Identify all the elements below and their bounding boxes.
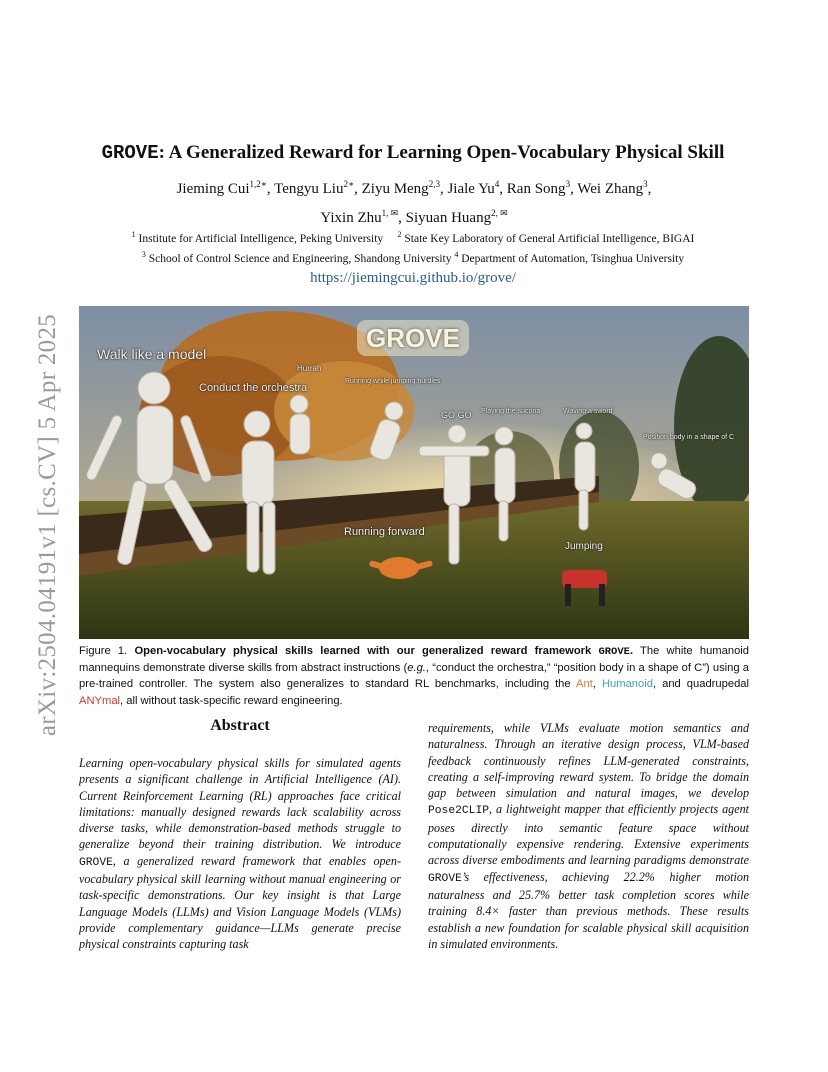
caption-text: , and quadrupedal <box>652 678 749 691</box>
method-name: GROVE <box>79 856 113 869</box>
affiliations-line-1 <box>78 226 748 248</box>
figure-label: Jumping <box>565 541 603 552</box>
abstract-text: , a lightweight mapper that efficiently projects agent poses directly into semantic feature space without computationally expensive rendering. Extensive experiments across diverse embodiments and learning paradigms demonstrate <box>428 802 749 868</box>
figure-label: Running forward <box>344 526 425 538</box>
caption-text: The white humanoid mannequins demonstrate diverse skills from abstract instructions ( <box>79 645 749 675</box>
affil-number: 3 <box>141 250 146 259</box>
caption-bold-end: . <box>629 645 634 657</box>
author-list <box>100 172 728 230</box>
method-name: Pose2CLIP <box>428 805 490 818</box>
affiliations-line-2 <box>78 246 748 268</box>
author-affil: 1,2∗ <box>249 179 267 189</box>
title-rest: : A Generalized Reward for Learning Open-Vocabulary Physical Skill <box>158 142 725 163</box>
abstract-heading: Abstract <box>210 717 270 734</box>
arxiv-stamp <box>20 290 76 760</box>
figure-grove-badge: GROVE <box>357 320 469 356</box>
author-line-1: Jieming Cui$^{1,2∗}$, Tengyu Liu$^{2∗}$, Ziyu Meng$^{2,3}$, Jiale Yu$^4$, Ran Song$^3$, Wei Zhang$^3$, <box>176 179 652 197</box>
author: Ran Song <box>506 181 566 197</box>
affil-number: 1 <box>131 230 136 239</box>
caption-bold: Open-vocabulary physical skills learned with our generalized reward framework <box>134 645 592 657</box>
figure-label: Waving a sword <box>563 408 613 415</box>
affil-number: 4 <box>454 250 459 259</box>
author-affil: 1, ✉ <box>381 208 399 218</box>
abstract-text: , a generalized reward framework that enables open-vocabulary physical skill learning without manual engineering or task-specific demonstrations. Our key insight is that Large Language Models (LLMs) and Vision Language Models (VLMs) provide complementary guidance—LLMs generate precise physical constraints capturing task <box>79 853 401 952</box>
figure-label: Hurrah <box>297 364 322 373</box>
author: Jieming Cui <box>176 181 250 197</box>
author: Ziyu Meng <box>361 181 429 197</box>
author-affil: 4 <box>494 179 500 189</box>
teaser-figure <box>79 306 749 639</box>
abstract-text: Learning open-vocabulary physical skills for simulated agents presents a significant challenge in Artificial Intelligence (AI). Current Reinforcement Learning (RL) approaches face critical limitations: manually designed rewards lack scalability across diverse tasks, while demonstration-based methods struggle to generalize beyond their training distribution. We introduce <box>79 756 401 852</box>
arxiv-id: arXiv:2504.04191v1 [cs.CV] 5 Apr 2025 <box>34 313 62 737</box>
caption-text: , <box>592 678 602 691</box>
project-url-link[interactable]: https://jiemingcui.github.io/grove/ <box>310 270 516 286</box>
figure-number: Figure 1. <box>79 645 128 657</box>
caption-ant: Ant <box>576 678 593 691</box>
figure-label: GO GO <box>441 410 472 420</box>
affiliation: Department of Automation, Tsinghua University <box>461 252 685 265</box>
abstract-left-column <box>79 755 401 953</box>
figure-label: Walk like a model <box>97 346 207 362</box>
affiliation: Institute for Artificial Intelligence, Peking University <box>138 232 384 245</box>
caption-anymal: ANYmal <box>79 694 121 707</box>
figure-caption <box>79 643 749 709</box>
author: Tengyu Liu <box>274 181 344 197</box>
affiliation: State Key Laboratory of General Artificial Intelligence, BIGAI <box>404 232 695 245</box>
author-affil: 2∗ <box>343 179 355 189</box>
author-affil: 2,3 <box>428 179 440 189</box>
paper-title <box>78 140 748 166</box>
affil-number: 2 <box>397 230 402 239</box>
author-affil: 3 <box>643 179 648 189</box>
caption-text: , “conduct the orchestra,” “position body in a shape of C”) using a pre-trained controller. The system also generalizes to standard RL benchmarks, including the <box>79 662 750 691</box>
caption-method-name: GROVE <box>598 646 630 658</box>
author: Siyuan Huang <box>405 210 492 226</box>
abstract-text: ’s effectiveness, achieving 22.2% higher motion naturalness and 25.7% better task completion scores while training 8.4× faster than previous methods. These results establish a new foundation for scalable physical skill acquisition in simulated environments. <box>428 869 749 951</box>
figure-label: Playing the sucona <box>481 408 541 415</box>
method-name: GROVE <box>428 872 462 885</box>
affiliation: School of Control Science and Engineering, Shandong University <box>148 252 452 265</box>
abstract-text: requirements, while VLMs evaluate motion semantics and naturalness. Through an iterative design process, VLM-based feedback continuously refines LLM-generated constraints, creating a self-improving reward system. To bridge the domain gap between simulation and natural images, we develop <box>428 721 749 801</box>
title-method-name: GROVE <box>101 142 159 164</box>
abstract-right-column <box>428 720 749 952</box>
author-line-2: Yixin Zhu$^{1, ✉}$, Siyuan Huang$^{2, ✉}$ <box>320 208 508 226</box>
author: Yixin Zhu <box>320 210 382 226</box>
author-affil: 3 <box>565 179 571 189</box>
caption-eg: e.g. <box>407 662 426 675</box>
author: Wei Zhang <box>577 181 644 197</box>
author-affil: 2, ✉ <box>491 208 508 218</box>
figure-label: Running while jumping hurdles <box>345 378 441 385</box>
figure-label: Position body in a shape of C <box>643 434 735 441</box>
author: Jiale Yu <box>447 181 495 197</box>
figure-label: Conduct the orchestra <box>199 382 308 394</box>
caption-text: , all without task-specific reward engineering. <box>120 694 343 707</box>
caption-humanoid: Humanoid <box>601 678 653 691</box>
